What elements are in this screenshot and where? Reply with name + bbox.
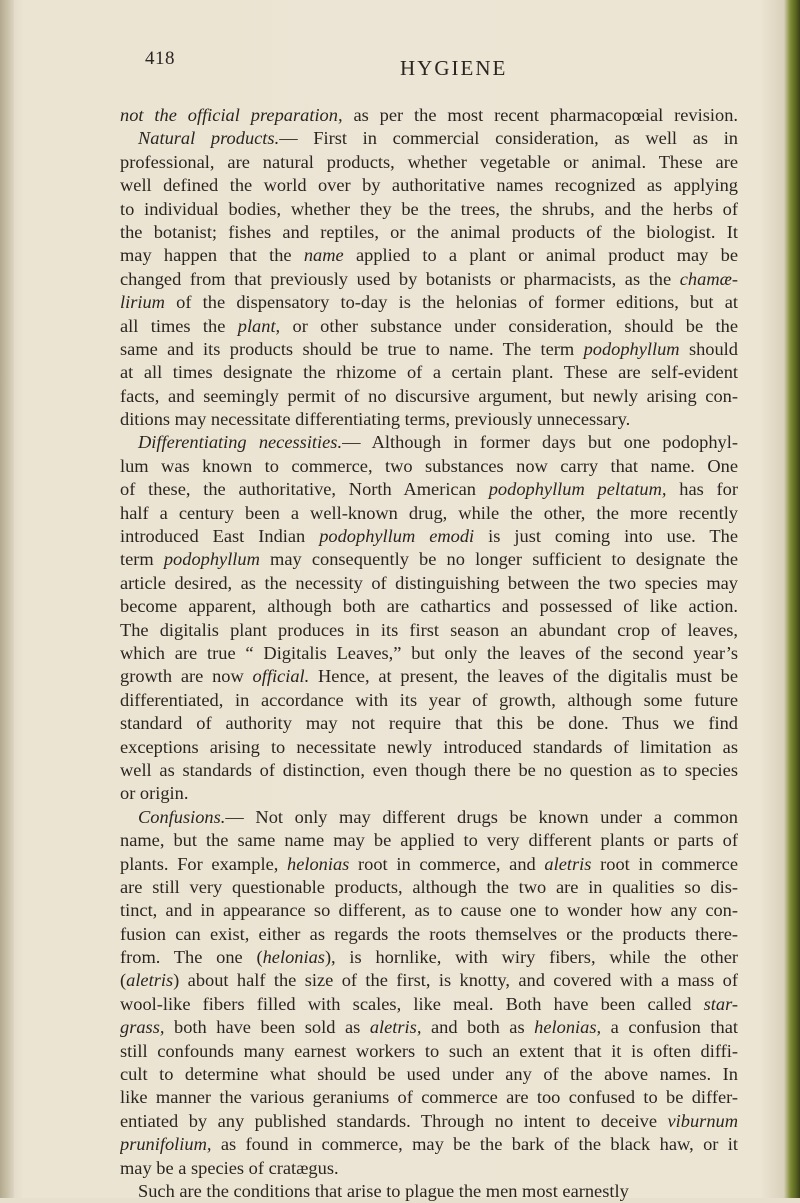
italic-text: lirium — [120, 292, 165, 313]
italic-text: podophyllum — [163, 549, 260, 570]
text-line — [120, 969, 738, 992]
text-line — [120, 1133, 738, 1156]
text-span: or origin. — [120, 783, 189, 804]
text-span: ( — [120, 970, 127, 991]
text-span: half a century been a well-known drug, while the other, the more recently — [120, 502, 738, 523]
text-span: has for — [666, 479, 738, 500]
text-span: applied to a plant or animal product may be — [343, 245, 738, 266]
text-line — [120, 899, 738, 922]
text-line — [120, 548, 738, 571]
text-line — [120, 338, 738, 361]
italic-text: plant, — [237, 315, 281, 336]
text-span: — First in commercial consideration, as well as in — [279, 128, 738, 149]
text-span: become apparent, although both are cathartics and possessed of like action. — [120, 596, 738, 617]
italic-text: star- — [703, 993, 738, 1014]
italic-text: viburnum — [667, 1110, 738, 1131]
text-line — [120, 408, 738, 431]
text-line — [120, 1016, 738, 1039]
page-gutter-shadow — [0, 0, 14, 1198]
text-span: Such are the conditions that arise to plague the men most earnestly — [138, 1180, 629, 1201]
text-span: growth are now — [120, 666, 253, 687]
text-span: are still very questionable products, although the two are in qualities so dis- — [120, 876, 738, 897]
italic-text: aletris — [544, 853, 592, 874]
text-span: lum was known to commerce, two substances now carry that name. One — [120, 455, 738, 476]
text-span: professional, are natural products, whether vegetable or animal. These are — [120, 151, 738, 172]
text-span: ), is hornlike, with wiry fibers, while the other — [324, 947, 738, 968]
text-span: may happen that the — [120, 245, 304, 266]
text-span: is just coming into use. The — [474, 526, 738, 547]
text-span: may consequently be no longer sufficient to designate the — [259, 549, 738, 570]
book-spine-edge — [784, 0, 800, 1198]
italic-text: Differentiating necessities. — [138, 432, 343, 453]
text-span: entiated by any published standards. Through no intent to deceive — [120, 1110, 668, 1131]
text-line — [120, 665, 738, 688]
text-span: which are true “ Digitalis Leaves,” but only the leaves of the second year’s — [120, 642, 738, 663]
text-line — [120, 127, 738, 150]
italic-text: helonias, — [534, 1017, 602, 1038]
text-line — [120, 923, 738, 946]
text-line — [120, 782, 738, 805]
text-line — [120, 689, 738, 712]
text-line — [120, 642, 738, 665]
text-line — [120, 291, 738, 314]
text-line — [120, 221, 738, 244]
text-line — [120, 525, 738, 548]
text-span: should — [679, 338, 738, 359]
text-span: of the dispensatory to-day is the helonias of former editions, but at — [164, 292, 738, 313]
text-span: as per the most recent pharmacopœial revision. — [342, 105, 738, 125]
italic-text: chamæ- — [679, 268, 738, 289]
italic-text: aletris, — [369, 1017, 422, 1038]
page-header — [0, 48, 800, 84]
text-line — [120, 946, 738, 969]
italic-text: Natural products. — [138, 128, 280, 149]
text-line — [120, 619, 738, 642]
italic-text: prunifolium, — [120, 1134, 212, 1155]
text-span: standard of authority may not require that this be done. Thus we find — [120, 713, 738, 734]
text-span: of these, the authoritative, North American — [120, 479, 489, 500]
text-line — [120, 478, 738, 501]
text-span: article desired, as the necessity of distinguishing between the two species may — [120, 572, 738, 593]
text-line — [120, 315, 738, 338]
text-span: and both as — [421, 1017, 535, 1038]
text-line — [120, 104, 738, 127]
text-span: Hence, at present, the leaves of the digitalis must be — [309, 666, 738, 687]
italic-text: podophyllum emodi — [319, 526, 475, 547]
text-span: fusion can exist, either as regards the roots themselves or the products there- — [120, 923, 738, 944]
text-span: at all times designate the rhizome of a certain plant. These are self-evident — [120, 362, 738, 383]
text-line — [120, 806, 738, 829]
italic-text: helonias — [262, 947, 325, 968]
italic-text: official. — [252, 666, 310, 687]
text-line — [120, 595, 738, 618]
text-line — [120, 268, 738, 291]
text-line — [120, 431, 738, 454]
text-span: a confusion that — [601, 1017, 738, 1038]
text-line — [120, 876, 738, 899]
text-span: plants. For example, — [120, 853, 288, 874]
text-span: ) about half the size of the first, is knotty, and covered with a mass of — [173, 970, 738, 991]
italic-text: helonias — [287, 853, 350, 874]
page-number: 418 — [145, 48, 175, 69]
italic-text: podophyllum peltatum, — [488, 479, 667, 500]
text-line — [120, 1157, 738, 1180]
text-span: to individual bodies, whether they be the trees, the shrubs, and the herbs of — [120, 198, 738, 219]
text-line — [120, 1086, 738, 1109]
text-line — [120, 712, 738, 735]
italic-text: not the official preparation, — [120, 105, 343, 125]
text-line — [120, 993, 738, 1016]
text-line — [120, 502, 738, 525]
text-span: both have been sold as — [164, 1017, 370, 1038]
italic-text: podophyllum — [583, 338, 680, 359]
text-span: tinct, and in appearance so different, as to cause one to wonder how any con- — [120, 900, 738, 921]
italic-text: Confusions. — [138, 806, 226, 827]
text-span: — Although in former days but one podophyl- — [342, 432, 738, 453]
text-span: changed from that previously used by botanists or pharmacists, as the — [120, 268, 680, 289]
text-span: differentiated, in accordance with its year of growth, although some future — [120, 689, 738, 710]
text-span: or other substance under consideration, should be the — [280, 315, 738, 336]
italic-text: name — [303, 245, 344, 266]
text-span: may be a species of cratægus. — [120, 1157, 339, 1178]
text-line — [120, 1063, 738, 1086]
text-span: like manner the various geraniums of commerce are too confused to be differ- — [120, 1087, 738, 1108]
text-span: well as standards of distinction, even though there be no question as to species — [120, 759, 738, 780]
text-line — [120, 853, 738, 876]
text-line — [120, 759, 738, 782]
text-span: as found in commerce, may be the bark of the black haw, or it — [211, 1134, 738, 1155]
italic-text: aletris — [126, 970, 174, 991]
text-span: ditions may necessitate differentiating terms, previously unnecessary. — [120, 409, 631, 430]
text-span: all times the — [120, 315, 238, 336]
text-line — [120, 198, 738, 221]
text-line — [120, 455, 738, 478]
text-span: name, but the same name may be applied to very different plants or parts of — [120, 830, 738, 851]
text-span: The digitalis plant produces in its first season an abundant crop of leaves, — [120, 619, 738, 640]
text-line — [120, 1110, 738, 1133]
text-line — [120, 244, 738, 267]
text-span: introduced East Indian — [120, 526, 320, 547]
text-span: same and its products should be true to name. The term — [120, 338, 584, 359]
text-line — [120, 151, 738, 174]
text-line — [120, 1040, 738, 1063]
text-span: root in commerce — [591, 853, 738, 874]
text-span: root in commerce, and — [349, 853, 545, 874]
text-span: facts, and seemingly permit of no discursive argument, but newly arising con- — [120, 385, 738, 406]
text-span: wool-like fibers filled with scales, like meal. Both have been called — [120, 993, 704, 1014]
text-line — [120, 572, 738, 595]
text-span: — Not only may different drugs be known under a common — [225, 806, 738, 827]
text-span: exceptions arising to necessitate newly introduced standards of limitation as — [120, 736, 738, 757]
body-text — [120, 104, 738, 1203]
text-line — [120, 736, 738, 759]
text-line — [120, 174, 738, 197]
running-head: HYGIENE — [400, 56, 508, 80]
text-line — [120, 829, 738, 852]
text-span: the botanist; fishes and reptiles, or the animal products of the biologist. It — [120, 221, 738, 242]
text-span: from. The one ( — [120, 947, 263, 968]
text-span: still confounds many earnest workers to such an extent that it is often diffi- — [120, 1040, 738, 1061]
text-span: term — [120, 549, 164, 570]
text-line — [120, 1180, 738, 1203]
text-line — [120, 385, 738, 408]
text-span: cult to determine what should be used under any of the above names. In — [120, 1064, 738, 1085]
text-line — [120, 361, 738, 384]
italic-text: grass, — [120, 1017, 165, 1038]
text-span: well defined the world over by authoritative names recognized as applying — [120, 175, 738, 196]
